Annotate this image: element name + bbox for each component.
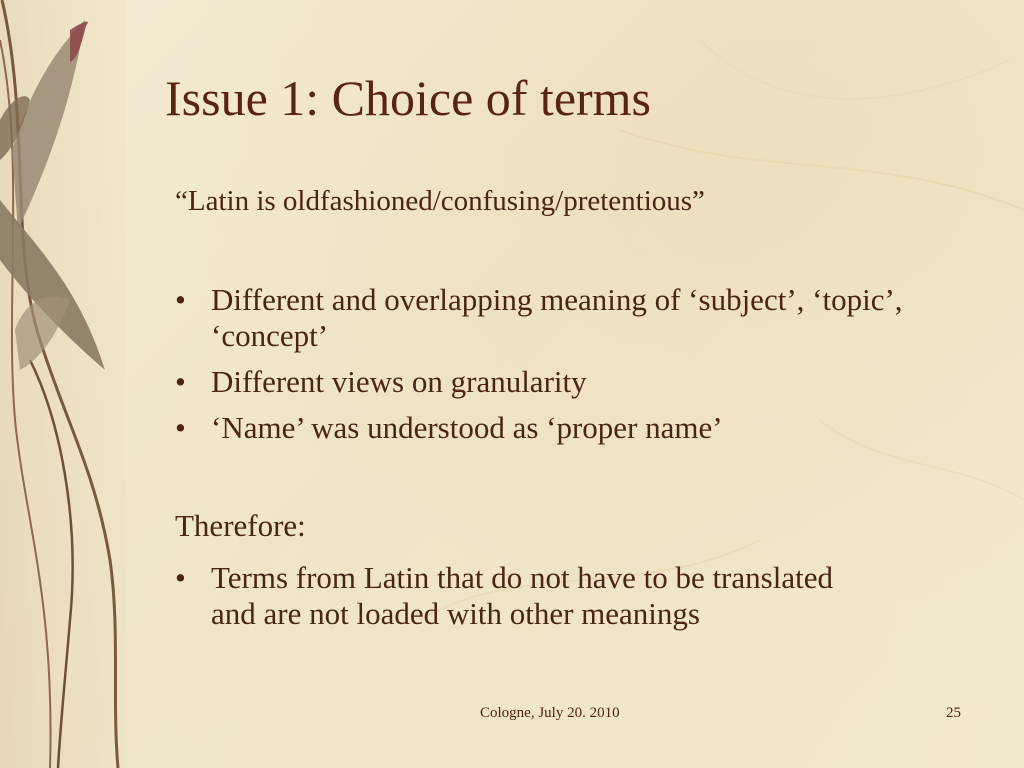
footer-text: Cologne, July 20. 2010 <box>480 705 620 721</box>
list-item <box>175 410 975 446</box>
page-number: 25 <box>946 705 961 721</box>
dried-leaf-stems-image <box>0 0 140 768</box>
bullet-marker: • <box>175 560 186 595</box>
bullet-marker: • <box>175 364 186 399</box>
bullet-text: Terms from Latin that do not have to be translated and are not loaded with other meanings <box>211 560 833 631</box>
bullet-marker: • <box>175 410 186 445</box>
conclusion-bullet-list <box>175 560 875 642</box>
bullet-text: Different and overlapping meaning of ‘subject’, ‘topic’, ‘concept’ <box>211 282 903 353</box>
list-item <box>175 364 975 400</box>
slide-title: Issue 1: Choice of terms <box>165 70 652 126</box>
bullet-text: ‘Name’ was understood as ‘proper name’ <box>211 410 723 445</box>
bullet-text: Different views on granularity <box>211 364 587 399</box>
bullet-marker: • <box>175 282 186 317</box>
list-item <box>175 560 875 632</box>
issues-bullet-list <box>175 282 975 456</box>
therefore-label: Therefore: <box>175 508 306 543</box>
quote-text: “Latin is oldfashioned/confusing/pretentious” <box>175 185 705 217</box>
list-item <box>175 282 975 354</box>
